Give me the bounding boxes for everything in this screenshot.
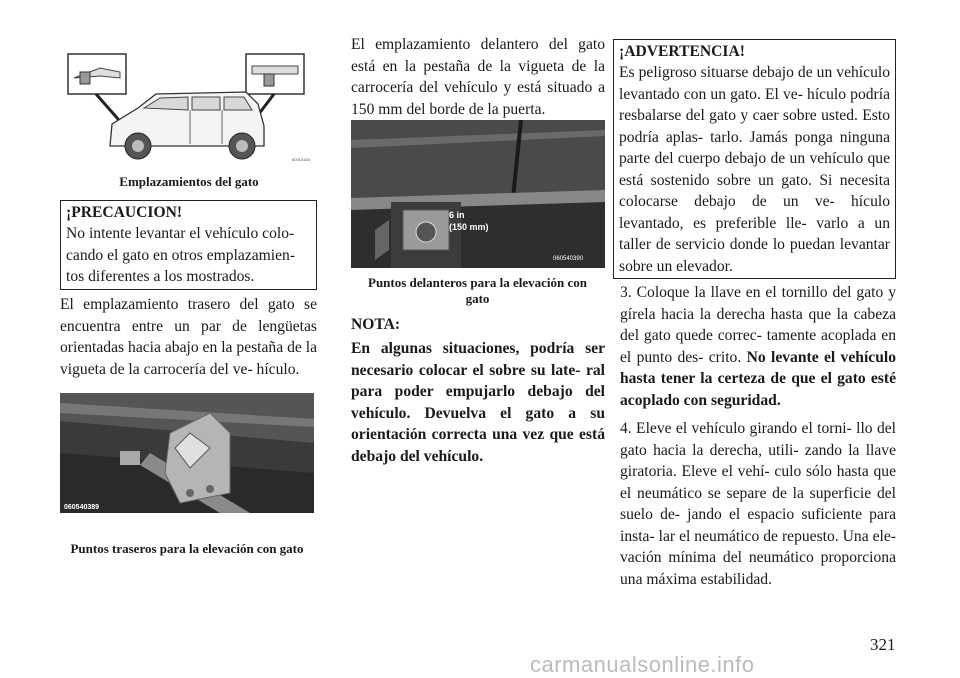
- figure-code: 060540390: [553, 256, 584, 262]
- figure-front-points: [351, 120, 605, 268]
- figure-code: 80515165: [292, 157, 310, 162]
- figure-code: 060540389: [64, 504, 100, 511]
- step-3: [620, 282, 896, 411]
- caption-front-points: Puntos delanteros para la elevación con gato: [368, 275, 587, 306]
- caption-jack-locations: Emplazamientos del gato: [119, 174, 259, 189]
- caution-text: No intente levantar el vehículo colo- cando el gato en otros emplazamien- tos diferentes a los mostrados.: [66, 225, 296, 285]
- rear-points-photo: [60, 393, 314, 513]
- warning-text: Es peligroso situarse debajo de un vehículo levantado con un gato. El ve- hículo podría resbalarse del gato y caer sobre usted. Esto podría aplas- tarlo. Jamás ponga ninguna parte del cuerpo debajo de un vehículo que está sostenido sobre un gato. Si necesita colocarse debajo de un ve- hículo levantado, es preferible lle- varlo a un taller de servicio donde lo puedan levantar sobre un elevador.: [619, 64, 890, 275]
- warning-title: ¡ADVERTENCIA!: [619, 43, 745, 60]
- page-number: 321: [870, 635, 896, 654]
- figure-jack-locations: [60, 48, 318, 166]
- rear-location-paragraph: El emplazamiento trasero del gato se encuentra entre un par de lengüetas orientadas hacia abajo en la pestaña de la vigueta de la carrocería del ve- hículo.: [60, 296, 317, 378]
- car-illustration: [60, 48, 318, 166]
- warning-box: [613, 39, 896, 279]
- caution-title: ¡PRECAUCION!: [66, 204, 183, 221]
- watermark: carmanualsonline.info: [530, 652, 755, 677]
- figure-rear-points: [60, 393, 314, 513]
- front-location-paragraph: El emplazamiento delantero del gato está en la pestaña de la vigueta de la carrocería del vehículo y está situado a 150 mm del borde de la puerta.: [351, 36, 605, 118]
- step-4: 4. Eleve el vehículo girando el torni- llo del gato hacia la derecha, utili- zando la llave giratoria. Eleve el vehí- culo sólo hasta que el neumático se separe de la superficie del suelo de- jando el espacio suficiente para insta- lar el neumático de repuesto. Una ele- vación mínima del neumático proporciona una máxima estabilidad.: [620, 420, 896, 588]
- note-text: En algunas situaciones, podría ser necesario colocar el sobre su late- ral para poder empujarlo debajo del vehículo. Devuelva el gato a su orientación correcta una vez que está debajo del vehículo.: [351, 340, 605, 465]
- caution-box: [60, 200, 317, 290]
- note-title: NOTA:: [351, 316, 401, 333]
- step-3-bold: No levante el vehículo hasta tener la certeza de que el gato esté acoplado con seguridad.: [620, 348, 896, 409]
- step-3-text: 3. Coloque la llave en el tornillo del gato y gírela hacia la derecha hasta que la cabeza del gato quede correc- tamente acoplada en el punto des- crito.: [620, 284, 896, 366]
- caption-rear-points: Puntos traseros para la elevación con gato: [70, 541, 304, 556]
- figure-label-mm: (150 mm): [449, 222, 489, 232]
- front-points-photo: [351, 120, 605, 268]
- figure-label-in: 6 in: [449, 210, 465, 220]
